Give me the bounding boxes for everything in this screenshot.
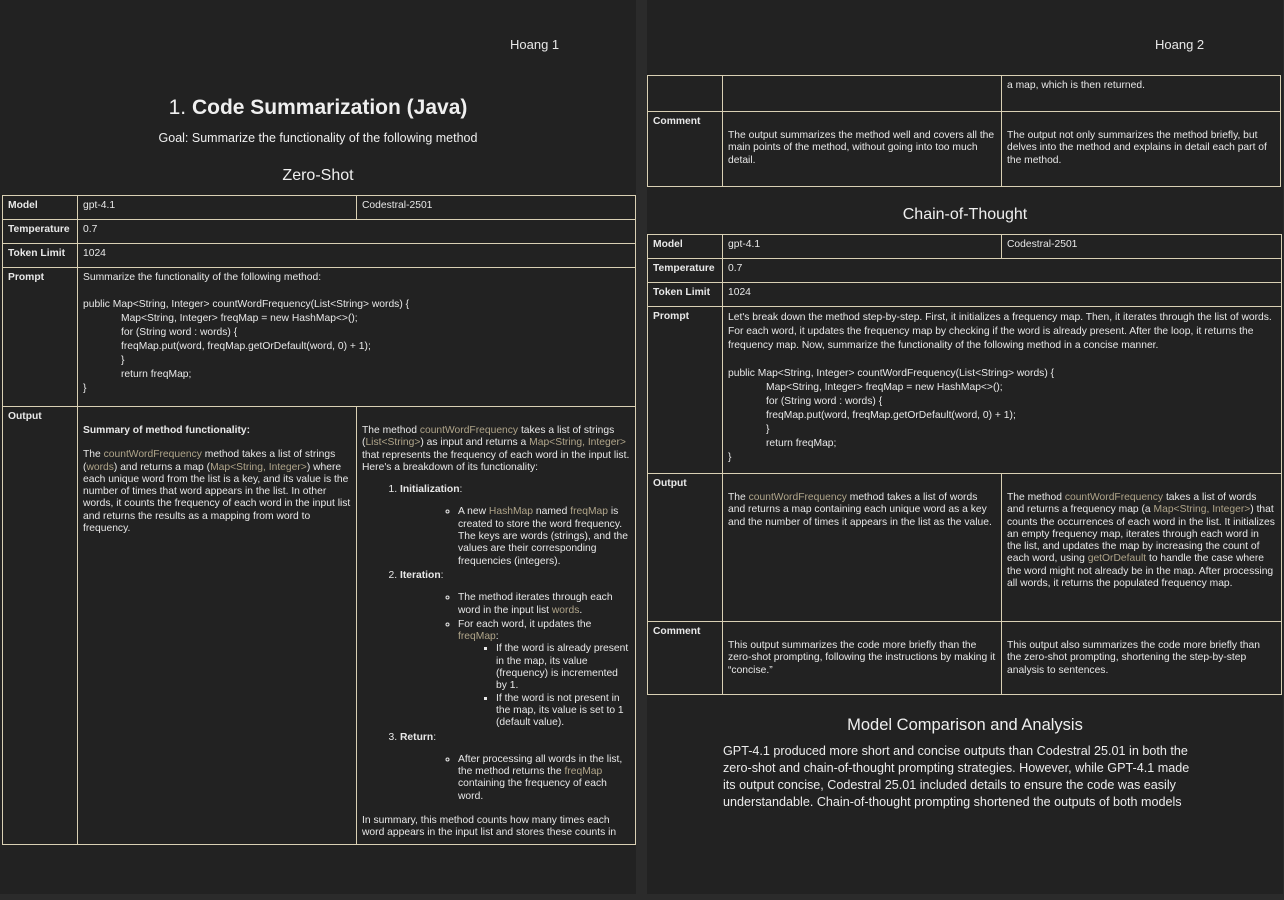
token-limit-label: Token Limit xyxy=(648,283,723,307)
model-b-cell: Codestral-2501 xyxy=(1002,235,1282,259)
list-item: 3. Return: ◦ After processing all words in the list, the method returns the freqMap containing the frequency of each word. xyxy=(400,732,630,803)
document-page-1 xyxy=(0,0,636,894)
table-row xyxy=(3,268,636,407)
token-limit-value: 1024 xyxy=(723,283,1282,307)
document-page-2 xyxy=(647,0,1283,894)
output-heading: Summary of method functionality: xyxy=(83,425,251,436)
chain-of-thought-heading: Chain-of-Thought xyxy=(902,206,1028,223)
comment-label: Comment xyxy=(648,112,723,187)
table-row xyxy=(648,622,1282,695)
code-line: for (String word : words) { xyxy=(766,396,883,407)
output-a-text: The countWordFrequency method takes a list of strings (words) and returns a map (Map<String, Integer>) where each unique word from the list is a key, and its value is the number of times that word appears in the list. In other words, it counts the frequency of each word in the input list and returns the results as a mapping from word to frequency. xyxy=(83,449,351,535)
code-line: Map<String, Integer> freqMap = new HashMap<>(); xyxy=(121,313,358,325)
code-line: freqMap.put(word, freqMap.getOrDefault(word, 0) + 1); xyxy=(121,341,371,353)
model-a-cell: gpt-4.1 xyxy=(78,196,357,220)
token-limit-value: 1024 xyxy=(78,244,636,268)
output-b-continued: a map, which is then returned. xyxy=(1002,76,1281,112)
prompt-label: Prompt xyxy=(648,307,723,474)
prompt-cell xyxy=(78,268,636,407)
zero-shot-heading: Zero-Shot xyxy=(282,167,354,184)
comment-text: The output not only summarizes the method briefly, but delves into the method and explains in detail each part of the method. xyxy=(1007,130,1267,166)
page-header: Hoang 1 xyxy=(510,37,560,52)
comment-label: Comment xyxy=(648,622,723,695)
output-b-intro: The method countWordFrequency takes a list of strings (List<String>) as input and returns a Map<String, Integer> that represents the frequency of each word in the input list. Here's a breakdown of its functionality: xyxy=(362,425,630,473)
model-a-cell: gpt-4.1 xyxy=(723,235,1002,259)
table-row xyxy=(648,76,1281,112)
table-row xyxy=(3,196,636,220)
model-label: Model xyxy=(3,196,78,220)
table-row xyxy=(648,307,1282,474)
code-line: return freqMap; xyxy=(766,438,837,449)
output-b-summary: In summary, this method counts how many times each word appears in the input list and stores these counts in xyxy=(362,815,617,839)
table-row xyxy=(648,474,1282,622)
chain-of-thought-table xyxy=(647,234,1282,695)
prompt-cell xyxy=(723,307,1282,474)
comment-text: This output summarizes the code more briefly than the zero-shot prompting, following the instructions by making it “concise.” xyxy=(728,640,996,676)
table-row xyxy=(3,220,636,244)
list-item: ◦ After processing all words in the list, the method returns the freqMap containing the frequency of each word. xyxy=(458,754,630,803)
list-item: ◦ A new HashMap named freqMap is created to store the word frequency. The keys are words (strings), and the values are their corresponding frequencies (integers). xyxy=(458,506,630,567)
code-line: freqMap.put(word, freqMap.getOrDefault(word, 0) + 1); xyxy=(766,410,1016,421)
code-line: public Map<String, Integer> countWordFrequency(List<String> words) { xyxy=(83,299,410,311)
code-line: for (String word : words) { xyxy=(121,327,238,339)
list-item: ▪ If the word is not present in the map, its value is set to 1 (default value). xyxy=(496,693,630,730)
prompt-intro: Summarize the functionality of the following method: xyxy=(83,272,322,283)
code-line: } xyxy=(766,424,770,435)
output-b-cell xyxy=(357,407,636,845)
table-row xyxy=(648,235,1282,259)
token-limit-label: Token Limit xyxy=(3,244,78,268)
temperature-label: Temperature xyxy=(3,220,78,244)
temperature-value: 0.7 xyxy=(723,259,1282,283)
table-row xyxy=(648,283,1282,307)
comment-text: The output summarizes the method well and covers all the main points of the method, without going into too much detail. xyxy=(728,130,995,166)
output-b-text: The method countWordFrequency takes a list of words and returns a frequency map (a Map<String, Integer>) that counts the occurrences of each word in the list. It initializes an empty frequency map, iterates through each word in the list, and updates the map by increasing the count of each word, using getOrDefault to handle the case where the word might not already be in the map. After processing all words, it returns the populated frequency map. xyxy=(1007,492,1275,590)
list-item: ◦ The method iterates through each word in the input list words. xyxy=(458,592,630,617)
output-label: Output xyxy=(3,407,78,845)
zero-shot-table xyxy=(2,195,636,845)
table-row xyxy=(648,259,1282,283)
output-a-cell xyxy=(78,407,357,845)
analysis-heading: Model Comparison and Analysis xyxy=(847,716,1083,734)
comment-b-cell xyxy=(1002,112,1281,187)
comment-text: This output also summarizes the code more briefly than the zero-shot prompting, shortening the step-by-step analysis to sentences. xyxy=(1007,640,1260,676)
output-b-cell xyxy=(1002,474,1282,622)
page-header: Hoang 2 xyxy=(1155,37,1205,52)
code-line: } xyxy=(83,383,87,395)
zero-shot-table-continued xyxy=(647,75,1281,187)
comment-b-cell xyxy=(1002,622,1282,695)
output-label: Output xyxy=(648,474,723,622)
comment-a-cell xyxy=(723,622,1002,695)
code-line: return freqMap; xyxy=(121,369,192,381)
code-line: Map<String, Integer> freqMap = new HashMap<>(); xyxy=(766,382,1003,393)
temperature-label: Temperature xyxy=(648,259,723,283)
table-row xyxy=(3,244,636,268)
analysis-text: GPT-4.1 produced more short and concise outputs than Codestral 25.01 in both the zero-shot and chain-of-thought prompting strategies. However, while GPT-4.1 made its output concise, Codestral 25.01 included details to ensure the code was easily understandable. Chain-of-thought prompting shortened the outputs of both models xyxy=(723,744,1190,809)
list-item: ◦ For each word, it updates the freqMap: ▪ If the word is already present in the map, its value (frequency) is incremented by 1. ▪ If the word is not present in the map, its value is set to 1 (default value). xyxy=(458,619,630,730)
code-line: public Map<String, Integer> countWordFrequency(List<String> words) { xyxy=(728,368,1055,379)
prompt-label: Prompt xyxy=(3,268,78,407)
code-block xyxy=(83,298,630,396)
list-item: 2. Iteration: ◦ The method iterates through each word in the input list words. ◦ For each word, it updates the freqMap: ▪ If the word is already present in the map, its value (frequency) is incremented by 1. ▪ If the word is not present in the map, its value is set to 1 (default value). xyxy=(400,570,630,730)
code-block xyxy=(728,367,1276,465)
output-a-cell xyxy=(723,474,1002,622)
code-line: } xyxy=(121,355,125,367)
model-label: Model xyxy=(648,235,723,259)
code-line: } xyxy=(728,452,732,463)
list-item: 1. Initialization: ◦ A new HashMap named freqMap is created to store the word frequency. The keys are words (strings), and the values are their corresponding frequencies (integers). xyxy=(400,484,630,568)
prompt-intro: Let's break down the method step-by-step. First, it initializes a frequency map. Then, it iterates through the list of words. For each word, it updates the frequency map by checking if the word is already present. After the loop, it returns the frequency map. Now, summarize the functionality of the following method in a concise manner. xyxy=(728,312,1272,351)
breakdown-list xyxy=(382,484,630,803)
temperature-value: 0.7 xyxy=(78,220,636,244)
list-item: ▪ If the word is already present in the map, its value (frequency) is incremented by 1. xyxy=(496,643,630,692)
output-a-text: The countWordFrequency method takes a list of words and returns a map containing each unique word as a key and the number of times it appears in the list as the value. xyxy=(728,492,992,528)
table-row xyxy=(3,407,636,845)
goal-text: Goal: Summarize the functionality of the following method xyxy=(158,131,478,145)
model-b-cell: Codestral-2501 xyxy=(357,196,636,220)
section-title: 1. Code Summarization (Java) xyxy=(168,96,468,119)
table-row xyxy=(648,112,1281,187)
comment-a-cell xyxy=(723,112,1002,187)
